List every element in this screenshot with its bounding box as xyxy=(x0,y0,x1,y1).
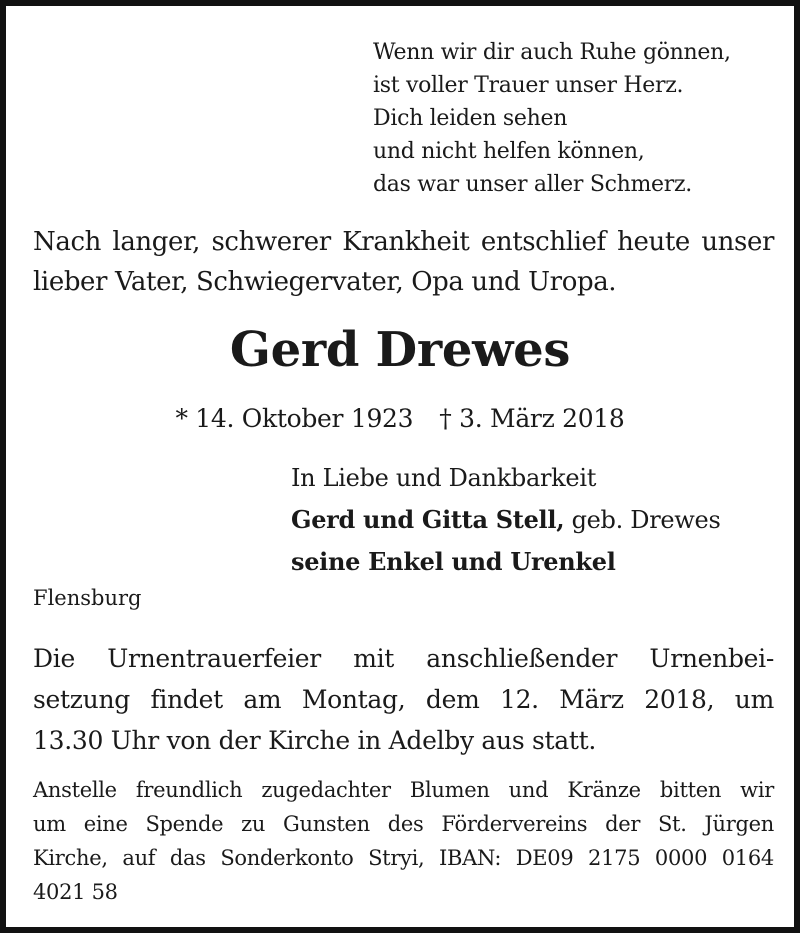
donation-line: Anstelle freundlich zugedachter Blumen und Kränze bitten wir xyxy=(33,778,774,802)
ceremony-line: Die Urnentrauerfeier mit anschließender Urnenbei- xyxy=(33,644,774,673)
poem-line: ist voller Trauer unser Herz. xyxy=(373,73,684,98)
mourners-family xyxy=(291,499,720,541)
mourners-block xyxy=(291,458,720,582)
mourners-couple: Gerd und Gitta Stell, xyxy=(291,505,565,534)
death-date: † 3. März 2018 xyxy=(439,404,625,433)
poem-line: das war unser aller Schmerz. xyxy=(373,172,692,197)
place-name: Flensburg xyxy=(33,586,142,610)
donation-line: um eine Spende zu Gunsten des Fördervereins der St. Jürgen xyxy=(33,812,774,836)
mourners-grandchildren: seine Enkel und Urenkel xyxy=(291,547,616,576)
announcement-line: lieber Vater, Schwiegervater, Opa und Uropa. xyxy=(33,267,617,297)
poem-line: Dich leiden sehen xyxy=(373,106,568,131)
donation-line: Kirche, auf das Sonderkonto Stryi, IBAN: DE09 2175 0000 0164 xyxy=(33,846,774,870)
poem-line: und nicht helfen können, xyxy=(373,139,645,164)
ceremony-line: 13.30 Uhr von der Kirche in Adelby aus statt. xyxy=(33,726,597,755)
life-dates xyxy=(6,401,794,437)
mourners-dedication: In Liebe und Dankbarkeit xyxy=(291,464,597,492)
announcement-text xyxy=(33,222,774,302)
ceremony-line: setzung findet am Montag, dem 12. März 2018, um xyxy=(33,685,774,714)
donation-request xyxy=(33,773,774,909)
birth-date: * 14. Oktober 1923 xyxy=(175,404,414,433)
ceremony-info xyxy=(33,638,774,761)
deceased-name: Gerd Drewes xyxy=(229,322,571,378)
mourners-couple-suffix: geb. Drewes xyxy=(564,506,721,534)
poem-line: Wenn wir dir auch Ruhe gönnen, xyxy=(373,40,731,65)
memorial-poem xyxy=(373,36,731,201)
donation-line: 4021 58 xyxy=(33,880,118,904)
announcement-line: Nach langer, schwerer Krankheit entschlief heute unser xyxy=(33,227,774,257)
